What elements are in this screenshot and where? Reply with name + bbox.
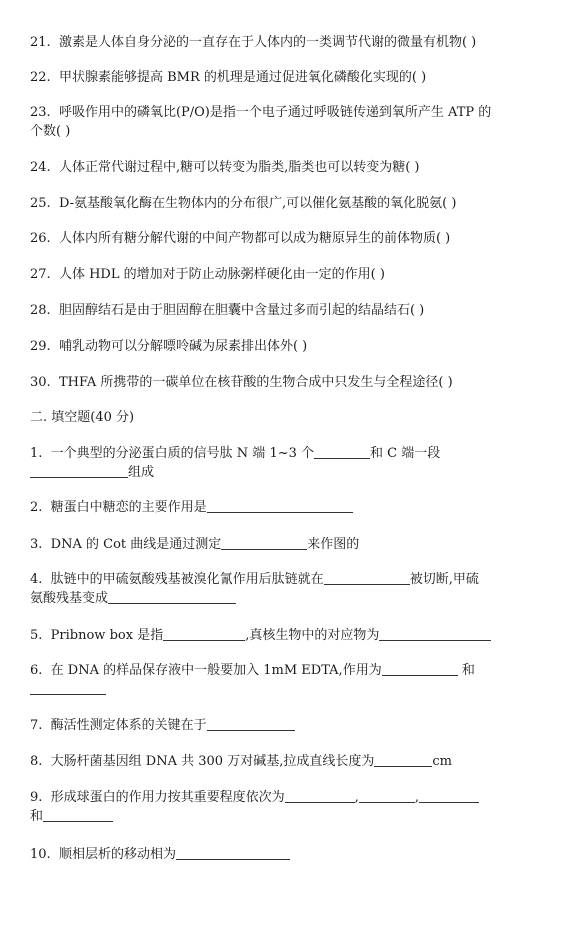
- question-number: 29.: [30, 339, 51, 354]
- answer-blank[interactable]: [285, 788, 355, 803]
- question-text: 和: [461, 663, 475, 678]
- answer-blank[interactable]: [419, 788, 479, 803]
- answer-blank[interactable]: [314, 444, 370, 459]
- question-number: 27.: [30, 267, 51, 282]
- fill-question-2: [30, 498, 540, 517]
- answer-blank[interactable]: [43, 807, 113, 822]
- question-number: 21.: [30, 35, 51, 50]
- question-text: ,: [354, 790, 359, 805]
- question-text: 甲状腺素能够提高 BMR 的机理是通过促进氧化磷酸化实现的( ): [58, 70, 427, 85]
- answer-blank[interactable]: [30, 680, 106, 695]
- question-text: 人体正常代谢过程中,糖可以转变为脂类,脂类也可以转变为糖( ): [58, 160, 420, 175]
- question-number: 30.: [30, 375, 51, 390]
- question-text: 大肠杆菌基因组 DNA 共 300 万对碱基,拉成直线长度为: [50, 754, 375, 769]
- question-text: 糖蛋白中糖恋的主要作用是: [50, 500, 207, 515]
- section-title: 二. 填空题(40 分): [30, 410, 135, 425]
- question-text: 肽链中的甲硫氨酸残基被溴化氰作用后肽链就在: [50, 572, 324, 587]
- question-number: 25.: [30, 196, 51, 211]
- question-number: 1.: [30, 446, 43, 461]
- question-28: [30, 301, 540, 320]
- answer-blank[interactable]: [382, 661, 458, 676]
- answer-blank[interactable]: [374, 752, 432, 767]
- question-text: 氨酸残基变成: [30, 591, 109, 606]
- fill-question-10: [30, 845, 540, 864]
- question-text: 来作图的: [307, 537, 360, 552]
- answer-blank[interactable]: [359, 788, 415, 803]
- fill-question-6: [30, 661, 540, 699]
- question-text: 被切断,甲硫: [409, 572, 479, 587]
- question-text: 顺相层析的移动相为: [58, 847, 176, 862]
- fill-question-9: [30, 788, 540, 826]
- question-30: [30, 373, 540, 392]
- question-text: Pribnow box 是指: [50, 628, 164, 643]
- answer-blank[interactable]: [30, 463, 128, 478]
- question-text: 在 DNA 的样品保存液中一般要加入 1mM EDTA,作用为: [50, 663, 382, 678]
- question-22: [30, 68, 540, 87]
- question-29: [30, 337, 540, 356]
- fill-question-5: [30, 626, 540, 645]
- question-number: 22.: [30, 70, 51, 85]
- question-21: [30, 33, 540, 52]
- question-text: DNA 的 Cot 曲线是通过测定: [50, 537, 222, 552]
- answer-blank[interactable]: [379, 626, 491, 641]
- question-text: cm: [432, 754, 452, 769]
- question-text: 激素是人体自身分泌的一直存在于人体内的一类调节代谢的微量有机物( ): [58, 35, 477, 50]
- answer-blank[interactable]: [207, 716, 295, 731]
- question-text: 胆固醇结石是由于胆固醇在胆囊中含量过多而引起的结晶结石( ): [58, 303, 425, 318]
- fill-question-4: [30, 570, 540, 608]
- question-text: 形成球蛋白的作用力按其重要程度依次为: [50, 790, 285, 805]
- question-text: 人体 HDL 的增加对于防止动脉粥样硬化由一定的作用( ): [58, 267, 385, 282]
- question-25: [30, 194, 540, 213]
- question-text-continued: 个数( ): [30, 124, 71, 139]
- question-text: 人体内所有糖分解代谢的中间产物都可以成为糖原异生的前体物质( ): [58, 231, 451, 246]
- fill-question-3: [30, 535, 540, 554]
- question-text: 组成: [128, 465, 155, 480]
- question-text: 呼吸作用中的磷氧比(P/O)是指一个电子通过呼吸链传递到氧所产生 ATP 的: [58, 105, 492, 120]
- answer-blank[interactable]: [207, 498, 353, 513]
- question-number: 2.: [30, 500, 43, 515]
- answer-blank[interactable]: [324, 570, 410, 585]
- question-text: 和: [30, 809, 44, 824]
- question-number: 3.: [30, 537, 43, 552]
- question-number: 9.: [30, 790, 43, 805]
- fill-question-8: [30, 752, 540, 771]
- question-number: 10.: [30, 847, 51, 862]
- question-text: 一个典型的分泌蛋白质的信号肽 N 端 1~3 个: [50, 446, 315, 461]
- question-text: ,真核生物中的对应物为: [245, 628, 380, 643]
- fill-question-7: [30, 716, 540, 735]
- question-text: D-氨基酸氧化酶在生物体内的分布很广,可以催化氨基酸的氧化脱氨( ): [58, 196, 457, 211]
- question-text: THFA 所携带的一碳单位在核苷酸的生物合成中只发生与全程途径( ): [58, 375, 453, 390]
- answer-blank[interactable]: [176, 845, 290, 860]
- answer-blank[interactable]: [163, 626, 245, 641]
- question-number: 23.: [30, 105, 51, 120]
- question-23: [30, 103, 540, 141]
- question-number: 4.: [30, 572, 43, 587]
- question-number: 8.: [30, 754, 43, 769]
- question-number: 7.: [30, 718, 43, 733]
- question-number: 5.: [30, 628, 43, 643]
- question-number: 6.: [30, 663, 43, 678]
- answer-blank[interactable]: [221, 535, 307, 550]
- question-number: 26.: [30, 231, 51, 246]
- question-24: [30, 158, 540, 177]
- question-26: [30, 229, 540, 248]
- question-text: 酶活性测定体系的关键在于: [50, 718, 207, 733]
- question-number: 28.: [30, 303, 51, 318]
- question-number: 24.: [30, 160, 51, 175]
- question-27: [30, 265, 540, 284]
- question-text: 和 C 端一段: [370, 446, 441, 461]
- question-text: 哺乳动物可以分解嘌呤碱为尿素排出体外( ): [58, 339, 308, 354]
- fill-question-1: [30, 444, 540, 482]
- answer-blank[interactable]: [108, 589, 236, 604]
- question-text: ,: [414, 790, 419, 805]
